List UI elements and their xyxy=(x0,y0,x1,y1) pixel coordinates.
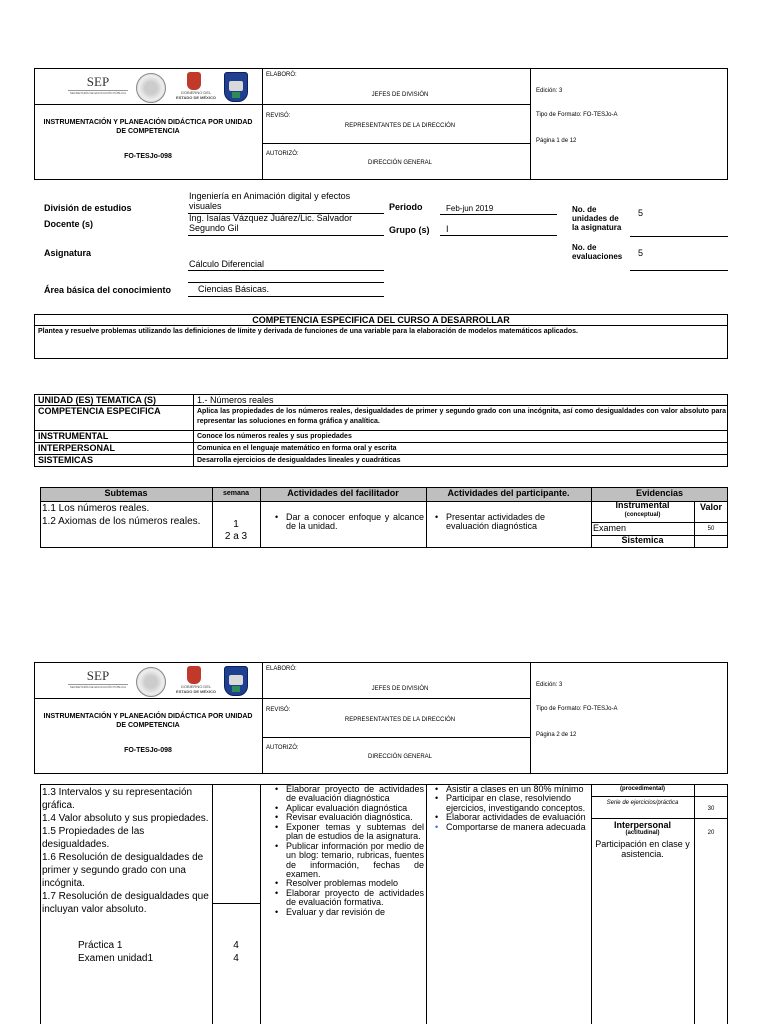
elaboro-label-1: ELABORÓ: xyxy=(266,72,297,78)
elaboro-value-2: JEFES DE DIVISIÓN xyxy=(371,686,429,692)
p2-participante-item: • Elaborar actividades de evaluación xyxy=(432,813,588,822)
competencia-title: COMPETENCIA ESPECIFICA DEL CURSO A DESARROLLAR xyxy=(252,315,510,325)
row1-subtema-2: 1.2 Axiomas de los números reales. xyxy=(42,516,201,527)
reviso-value-2: REPRESENTANTES DE LA DIRECCIÓN xyxy=(344,717,456,723)
sep-logo-text: SEP xyxy=(68,74,128,91)
unidad-line-4 xyxy=(34,454,728,455)
p2-facilitador-item: • Evaluar y dar revisión de xyxy=(272,908,424,917)
sep-logo-text-2: SEP xyxy=(68,668,128,685)
p2-serie: Serie de ejercicios/práctica xyxy=(606,800,679,806)
header2-divider-h1 xyxy=(34,698,262,699)
elaboro-value-1: JEFES DE DIVISIÓN xyxy=(371,92,429,98)
header2-divider-v2 xyxy=(530,662,531,774)
p2-interpersonal: Interpersonal xyxy=(613,820,671,830)
division-value-1: Ingeniería en Animación digital y efectos xyxy=(189,191,351,201)
division-label: División de estudios xyxy=(44,203,132,213)
header-divider-h1 xyxy=(34,104,262,105)
sep-logo-sub: SECRETARÍA DE EDUCACIÓN PÚBLICA xyxy=(69,91,127,95)
header-facilitador: Actividades del facilitador xyxy=(287,488,399,498)
unidad-line-3 xyxy=(34,442,728,443)
evaluaciones-label-2: evaluaciones xyxy=(572,251,623,261)
competencia-text: Plantea y resuelve problemas utilizando las definiciones de límite y derivada de funciones de una variable para la elaboración de modelos matemáticos aplicados. xyxy=(38,328,578,335)
area-underline-top xyxy=(188,282,384,283)
p2-evid-line-2 xyxy=(591,818,728,819)
p2-col-line-2 xyxy=(260,784,261,1024)
p2-semana-line xyxy=(212,903,260,904)
row1-participante-list xyxy=(432,513,588,532)
row1-participante-item: • Presentar actividades de evaluación diagnóstica xyxy=(432,513,588,532)
sistemicas-value: Desarrolla ejercicios de desigualdades lineales y cuadráticas xyxy=(197,457,401,464)
elaboro-label-2: ELABORÓ: xyxy=(266,666,297,672)
p2-actitudinal: (actitudinal) xyxy=(625,830,660,836)
sep-logo xyxy=(68,74,128,102)
periodo-underline xyxy=(440,214,557,215)
p2-facilitador-item: • Resolver problemas modelo xyxy=(272,879,424,888)
periodo-value: Feb-jun 2019 xyxy=(446,204,494,213)
asignatura-value: Cálculo Diferencial xyxy=(189,259,265,269)
p2-participante-item: • Comportarse de manera adecuada xyxy=(432,823,588,832)
p2-facilitador-item: • Publicar información por medio de un blog: temario, rubricas, fuentes de información, fechas de examen. xyxy=(272,842,424,880)
doc-code-2: FO-TESJo-098 xyxy=(124,747,172,754)
p2-semana-2: 4 xyxy=(233,953,239,964)
evaluaciones-label-1: No. de xyxy=(572,243,597,252)
evaluaciones-underline xyxy=(630,270,728,271)
p2-col-line-5 xyxy=(694,784,695,1024)
grupo-value: I xyxy=(446,224,449,234)
gov-line2: ESTADO DE MÉXICO xyxy=(176,94,216,100)
evid-examen: Examen xyxy=(593,523,627,533)
evid-sistemica: Sistemica xyxy=(621,535,664,545)
gov2-line1: GOBIERNO DEL xyxy=(180,684,212,689)
periodo-label: Periodo xyxy=(389,202,423,212)
evid-valor: Valor xyxy=(699,502,722,512)
tipo-formato-1: Tipo de Formato: FO-TESJo-A xyxy=(536,112,618,118)
p2-facilitador-item: • Aplicar evaluación diagnóstica xyxy=(272,804,424,813)
evaluaciones-value: 5 xyxy=(638,248,644,258)
edomex-logo-icon xyxy=(187,72,201,90)
tesjo-shield-icon xyxy=(224,72,248,102)
p2-participante-list xyxy=(432,785,588,832)
row1-facilitador-list xyxy=(272,513,424,532)
unidades-label-1: No. de xyxy=(572,205,597,214)
grupo-label: Grupo (s) xyxy=(389,225,430,235)
pagina-2: Página 2 de 12 xyxy=(536,732,577,738)
row1-semana-2: 2 a 3 xyxy=(224,531,248,542)
interpersonal-label: INTERPERSONAL xyxy=(38,443,116,453)
docente-label: Docente (s) xyxy=(44,219,94,229)
competencia-divider xyxy=(34,325,728,326)
row1-subtema-1: 1.1 Los números reales. xyxy=(42,503,150,514)
header-divider-v2 xyxy=(530,68,531,180)
header-semana: semana xyxy=(222,490,250,497)
header-participante: Actividades del participante. xyxy=(447,488,570,498)
p2-facilitador-item: • Revisar evaluación diagnóstica. xyxy=(272,813,424,822)
unidades-label xyxy=(572,206,621,232)
tematica-label: UNIDAD (ES) TEMATICA (S) xyxy=(38,395,156,405)
instrumental-label: INSTRUMENTAL xyxy=(38,431,109,441)
edicion-2: Edición: 3 xyxy=(536,682,563,688)
gov2-line2: ESTADO DE MÉXICO xyxy=(176,688,216,694)
row1-semana-1: 1 xyxy=(233,519,239,530)
evid-examen-valor: 50 xyxy=(707,526,715,532)
autorizo-label-1: AUTORIZÓ: xyxy=(266,151,299,157)
header2-divider-v1 xyxy=(262,662,263,774)
tipo-formato-2: Tipo de Formato: FO-TESJo-A xyxy=(536,706,618,712)
instrumental-value: Conoce los números reales y sus propiedades xyxy=(197,433,352,440)
p2-participante-item: • Asistir a clases en un 80% mínimo xyxy=(432,785,588,794)
header2-divider-h2 xyxy=(262,698,530,699)
area-value: Ciencias Básicas. xyxy=(198,284,270,294)
asignatura-label: Asignatura xyxy=(44,248,92,258)
area-underline xyxy=(188,296,384,297)
header-divider-v1 xyxy=(262,68,263,180)
mexico-seal-icon xyxy=(136,73,166,103)
pagina-1: Página 1 de 12 xyxy=(536,138,577,144)
reviso-label-2: REVISÓ: xyxy=(266,707,291,713)
p2-evid-line-1 xyxy=(591,796,728,797)
p2-serie-valor: 30 xyxy=(707,806,715,812)
docente-value-2: Segundo Gil xyxy=(189,223,239,233)
autorizo-label-2: AUTORIZÓ: xyxy=(266,745,299,751)
evid-instrumental: Instrumental xyxy=(615,500,670,510)
p2-procedimental: (procedimental) xyxy=(619,786,665,792)
unidades-label-3: la asignatura xyxy=(572,222,622,232)
reviso-label-1: REVISÓ: xyxy=(266,113,291,119)
header-evidencias: Evidencias xyxy=(635,488,684,498)
tematica-value: 1.- Números reales xyxy=(197,395,274,405)
unidades-label-2: unidades de xyxy=(572,213,619,223)
competencia-esp-label: COMPETENCIA ESPECIFICA xyxy=(38,406,161,416)
docente-value-1: Ing. Isaías Vázquez Juárez/Lic. Salvador xyxy=(189,213,353,223)
interpersonal-value: Comunica en el lenguaje matemático en forma oral y escrita xyxy=(197,445,397,452)
unidades-underline xyxy=(630,236,728,237)
autorizo-value-1: DIRECCIÓN GENERAL xyxy=(367,160,432,166)
sep-logo-sub-2: SECRETARÍA DE EDUCACIÓN PÚBLICA xyxy=(69,685,127,689)
p2-participacion-valor: 20 xyxy=(707,830,715,836)
reviso-value-1: REPRESENTANTES DE LA DIRECCIÓN xyxy=(344,123,456,129)
mexico-seal-icon-2 xyxy=(136,667,166,697)
p2-subtemas: 1.3 Intervalos y su representación gráfica. 1.4 Valor absoluto y sus propiedades. 1.5 Propiedades de las desigualdades. 1.6 Resolución de desigualdades de primer y segundo grado con una incógnita. 1.7 Resolución de desigualdades que incluyan valor absoluto. xyxy=(42,787,209,915)
doc-title-1: INSTRUMENTACIÓN Y PLANEACIÓN DIDÁCTICA POR UNIDAD DE COMPETENCIA xyxy=(43,119,253,135)
autorizo-value-2: DIRECCIÓN GENERAL xyxy=(367,754,432,760)
evid-conceptual: (conceptual) xyxy=(624,512,661,518)
sistemicas-label: SISTEMICAS xyxy=(38,455,94,465)
header-subtemas: Subtemas xyxy=(104,488,148,498)
unidades-value: 5 xyxy=(638,208,644,218)
p2-semana-1: 4 xyxy=(233,940,239,951)
header-divider-h2 xyxy=(262,104,530,105)
p2-col-line-1 xyxy=(212,784,213,1024)
sep-logo-2 xyxy=(68,668,128,696)
unidad-line-2 xyxy=(34,430,728,431)
p2-facilitador-list xyxy=(272,785,424,917)
gov-text xyxy=(172,91,220,101)
edomex-logo-icon-2 xyxy=(187,666,201,684)
asignatura-underline xyxy=(188,270,384,271)
gov-text-2 xyxy=(172,685,220,695)
competencia-esp-value: Aplica las propiedades de los números reales, desigualdades de primer y segundo grado con una incógnita, así como desigualdades con valor absoluto para representar las soluciones en forma gráfica y analítica. xyxy=(197,408,726,426)
division-value-2: visuales xyxy=(189,201,222,211)
p2-participacion: Participación en clase y asistencia. xyxy=(595,839,690,860)
doc-title-2: INSTRUMENTACIÓN Y PLANEACIÓN DIDÁCTICA POR UNIDAD DE COMPETENCIA xyxy=(43,713,253,729)
p2-col-line-3 xyxy=(426,784,427,1024)
gov-line1: GOBIERNO DEL xyxy=(180,90,212,95)
doc-code-1: FO-TESJo-098 xyxy=(124,153,172,160)
tesjo-shield-icon-2 xyxy=(224,666,248,696)
p2-facilitador-item: • Exponer temas y subtemas del plan de estudios de la asignatura. xyxy=(272,823,424,842)
p2-participante-item: • Participar en clase, resolviendo ejercicios, investigando conceptos. xyxy=(432,794,588,813)
p2-facilitador-item: • Elaborar proyecto de actividades de evaluación formativa. xyxy=(272,889,424,908)
row1-facilitador-item: • Dar a conocer enfoque y alcance de la unidad. xyxy=(272,513,424,532)
p2-facilitador-item: • Elaborar proyecto de actividades de evaluación diagnóstica xyxy=(272,785,424,804)
p2-practica: Práctica 1 xyxy=(78,940,123,951)
evaluaciones-label xyxy=(572,244,622,262)
p2-examen-unidad: Examen unidad1 xyxy=(78,953,154,964)
header-divider-h3 xyxy=(262,143,530,144)
grupo-underline xyxy=(440,235,557,236)
header2-divider-h3 xyxy=(262,737,530,738)
docente-underline xyxy=(188,235,384,236)
area-label: Área básica del conocimiento xyxy=(44,285,172,295)
edicion-1: Edición: 3 xyxy=(536,88,563,94)
